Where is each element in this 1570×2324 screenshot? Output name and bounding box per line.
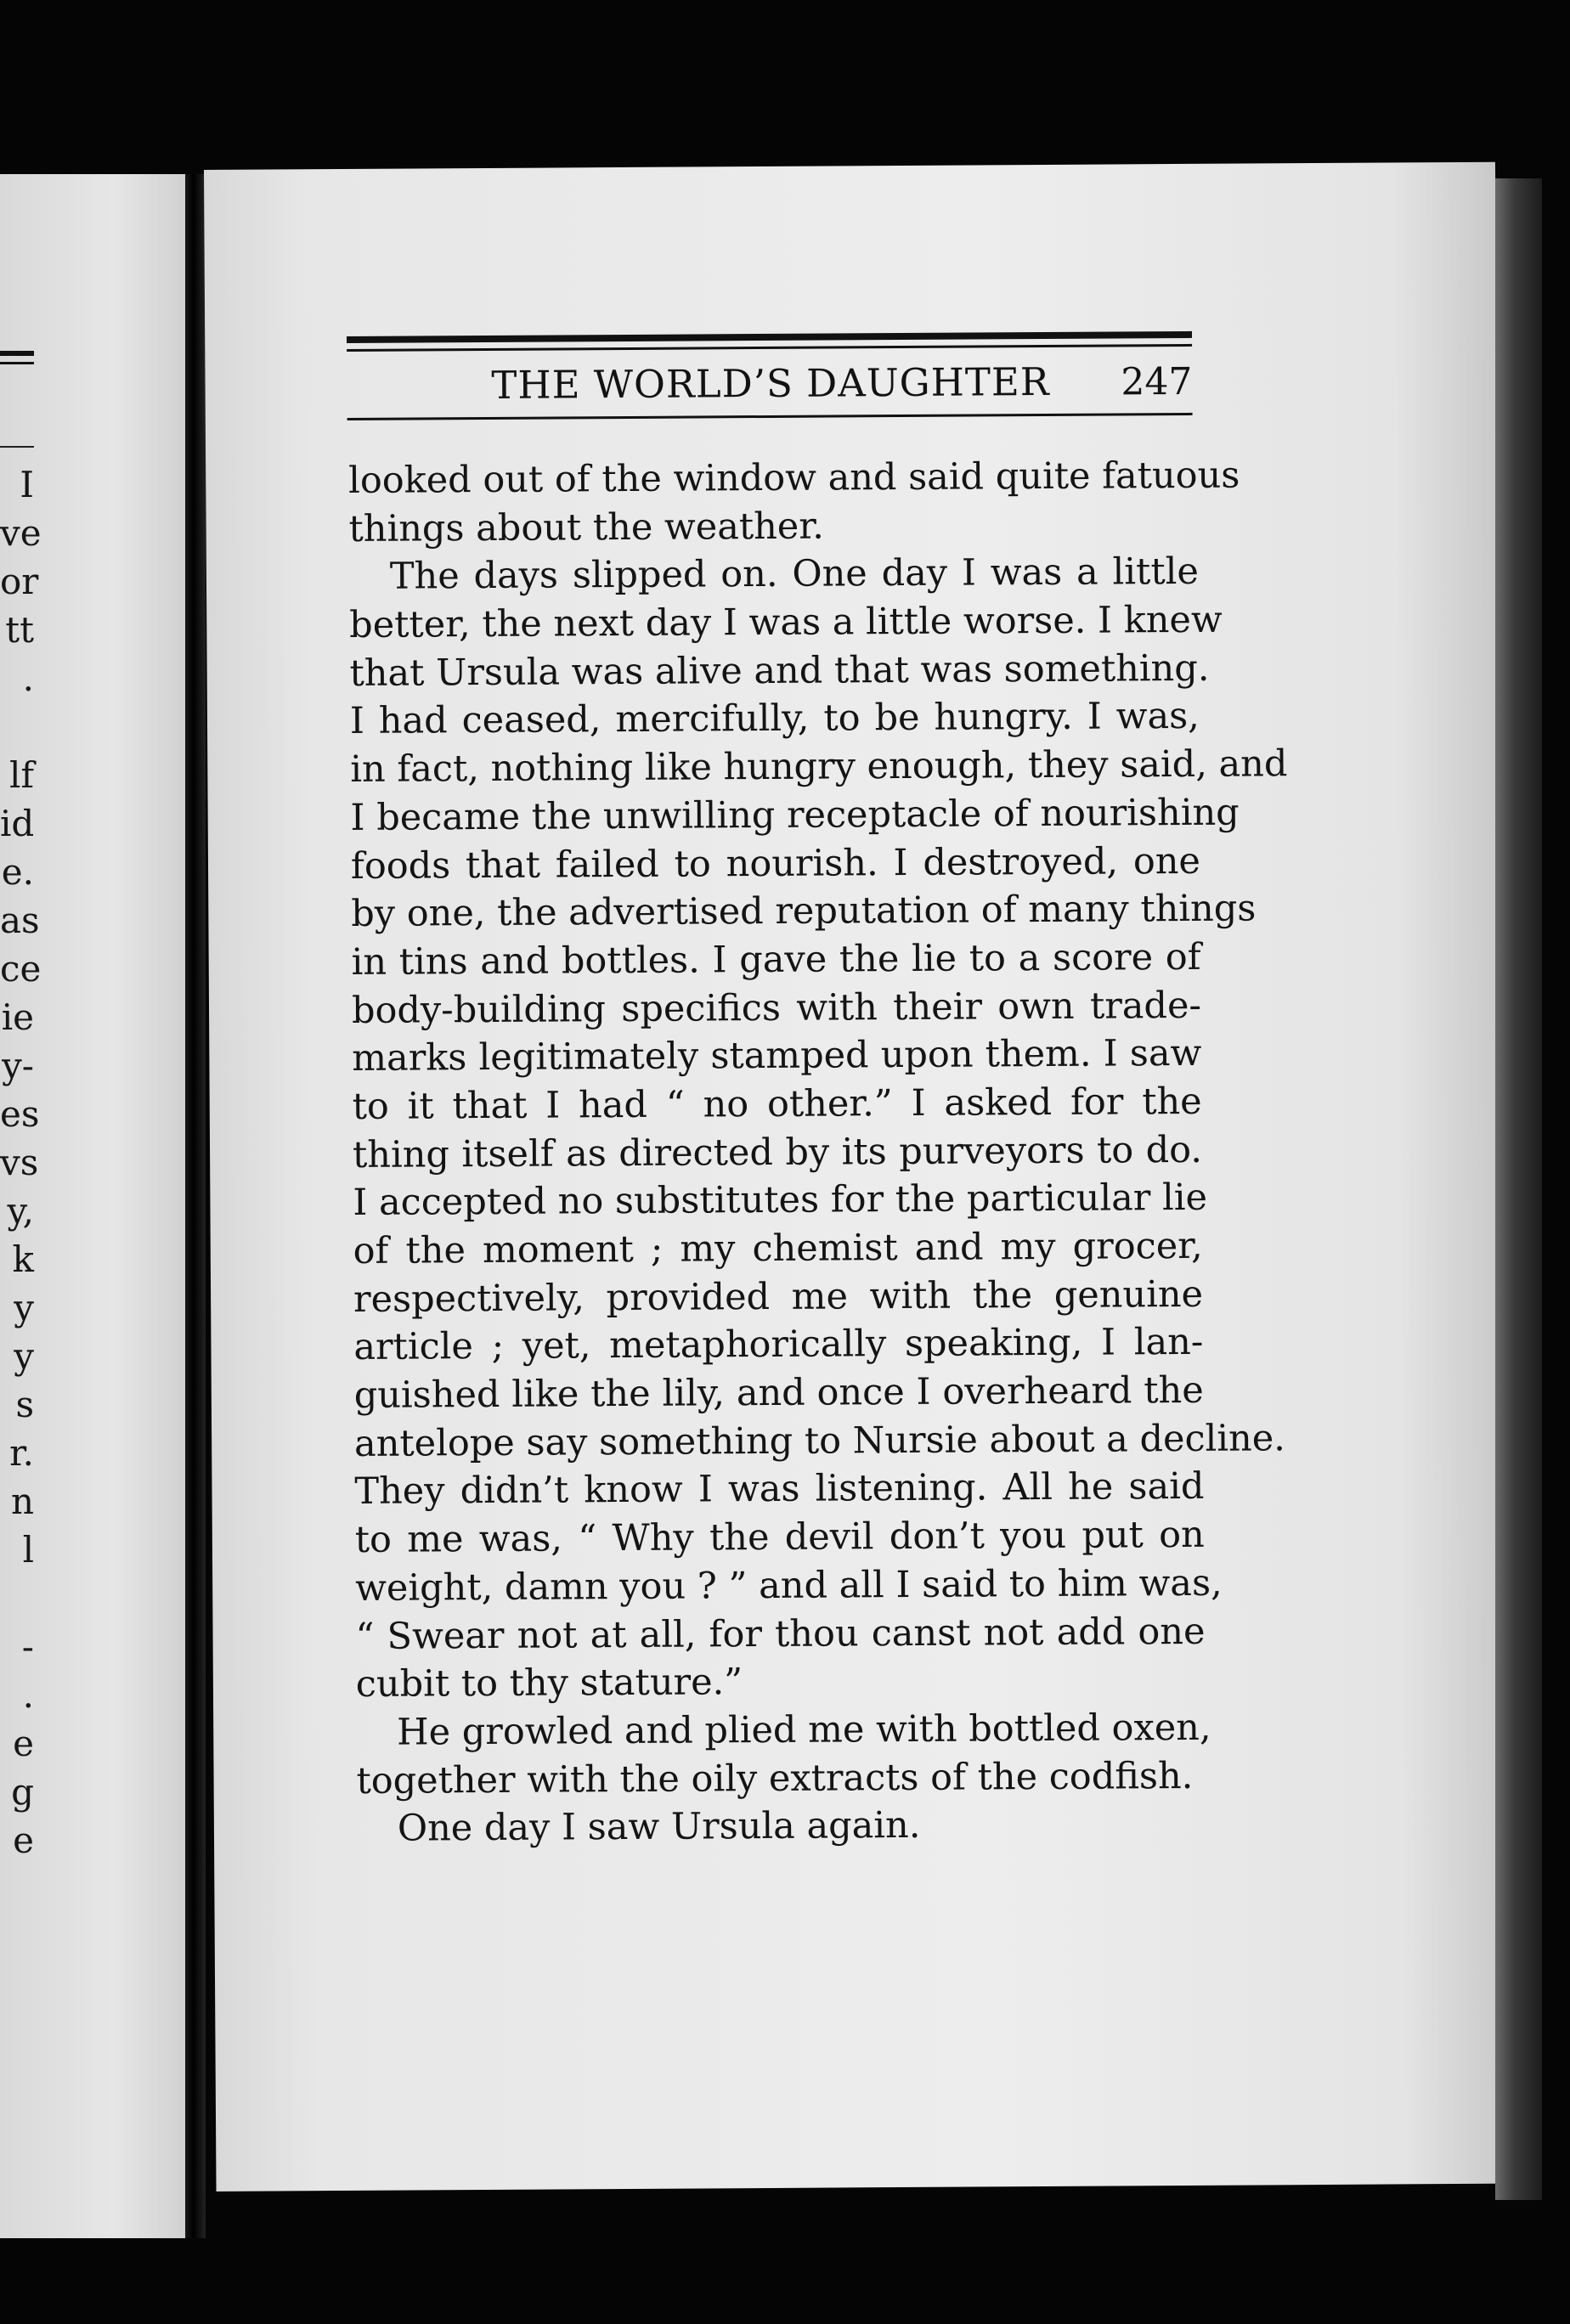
paragraph <box>356 1704 1211 1805</box>
facing-page-fragment: ce <box>0 948 42 990</box>
paragraph <box>349 548 1288 1709</box>
text-line: respectively, provided me with the genuine <box>353 1272 1204 1321</box>
text-line: He growled and plied me with bottled oxen, <box>397 1706 1211 1754</box>
running-head <box>347 347 1192 418</box>
text-line: in fact, nothing like hungry enough, they said, and <box>350 742 1288 792</box>
book-gutter <box>185 174 206 2238</box>
text-line: The days slipped on. One day I was a little <box>389 550 1199 599</box>
facing-page-fragment: I <box>20 464 34 505</box>
facing-page-fragment: e <box>13 1819 34 1861</box>
text-line: “ Swear not at all, for thou canst not add one <box>355 1610 1206 1658</box>
running-title: THE WORLD’S DAUGHTER <box>491 358 1050 408</box>
text-line: weight, damn you ? ” and all I said to him was, <box>354 1561 1223 1610</box>
text-line: to me was, “ Why the devil don’t you put on <box>354 1513 1205 1562</box>
facing-page-fragment: y- <box>2 1045 34 1086</box>
text-line: article ; yet, metaphorically speaking, I lan- <box>353 1321 1204 1369</box>
text-line: antelope say something to Nursie about a decline. <box>353 1417 1286 1465</box>
page-header <box>347 331 1193 420</box>
facing-page-rule <box>0 362 34 364</box>
facing-page-fragment: lf <box>9 754 34 796</box>
text-line: in tins and bottles. I gave the lie to a score of <box>351 935 1201 984</box>
page-number: 247 <box>1121 359 1193 404</box>
facing-page-fragment: - <box>21 1626 34 1667</box>
facing-page-fragment <box>0 1574 34 1622</box>
facing-page-fragment: id <box>0 803 35 844</box>
facing-page-fragment: l <box>22 1529 34 1571</box>
facing-page-fragment: g <box>11 1771 34 1813</box>
text-line: I had ceased, mercifully, to be hungry. I was, <box>349 695 1200 743</box>
text-line: looked out of the window and said quite fatuous <box>348 454 1240 502</box>
facing-page-fragment: vs <box>0 1142 39 1183</box>
facing-page-rule <box>0 446 34 448</box>
text-line: marks legitimately stamped upon them. I saw <box>352 1032 1202 1080</box>
facing-page-fragment: . <box>22 657 34 699</box>
facing-page-fragment: ve <box>0 512 42 554</box>
page-edge <box>1495 178 1542 2200</box>
text-line: that Ursula was alive and that was something. <box>349 646 1210 695</box>
text-line: foods that failed to nourish. I destroyed, one <box>350 839 1201 888</box>
facing-page-fragment: e <box>13 1723 34 1764</box>
text-line: One day I saw Ursula again. <box>397 1804 921 1850</box>
text-line: together with the oily extracts of the codfish. <box>356 1754 1194 1802</box>
paragraph <box>348 452 1240 553</box>
text-line: of the moment ; my chemist and my grocer, <box>353 1224 1203 1272</box>
text-line: guished like the lily, and once I overheard the <box>353 1368 1204 1418</box>
text-line: better, the next day I was a little worse. I knew <box>349 598 1223 647</box>
facing-page-fragment: y, <box>7 1190 34 1232</box>
facing-page-fragment: es <box>0 1093 40 1135</box>
facing-page-fragment: . <box>22 1674 34 1716</box>
text-line: by one, the advertised reputation of many things <box>351 887 1257 936</box>
facing-page-fragment: ie <box>1 996 34 1038</box>
text-line: things about the weather. <box>348 505 824 550</box>
facing-page-fragment: y <box>14 1335 34 1377</box>
paragraph <box>357 1800 1206 1853</box>
facing-page-fragment <box>0 702 34 751</box>
facing-page-text-fragments <box>0 460 42 1864</box>
text-line: I became the unwilling receptacle of nourishing <box>350 791 1240 839</box>
text-line: cubit to thy stature.” <box>355 1661 743 1706</box>
facing-page-fragment: e. <box>1 851 34 893</box>
facing-page-fragment: as <box>0 900 40 941</box>
facing-page-fragment: r. <box>9 1432 34 1474</box>
facing-page-fragment: n <box>10 1481 34 1522</box>
text-line: I accepted no substitutes for the particular lie <box>353 1176 1208 1225</box>
text-line: to it that I had “ no other.” I asked for the <box>352 1080 1202 1128</box>
text-line: body-building specifics with their own trade- <box>351 984 1202 1032</box>
text-line: thing itself as directed by its purveyors to do. <box>352 1128 1203 1176</box>
facing-page-rule <box>0 351 34 356</box>
facing-page-fragment: y <box>14 1287 34 1328</box>
facing-page-fragment: tt <box>5 609 34 651</box>
facing-page-fragment: or <box>0 561 39 602</box>
text-line: They didn’t know I was listening. All he said <box>354 1465 1205 1514</box>
facing-page-fragment: s <box>15 1384 34 1425</box>
facing-page-fragment: k <box>12 1238 34 1280</box>
body-text <box>348 452 1288 1853</box>
